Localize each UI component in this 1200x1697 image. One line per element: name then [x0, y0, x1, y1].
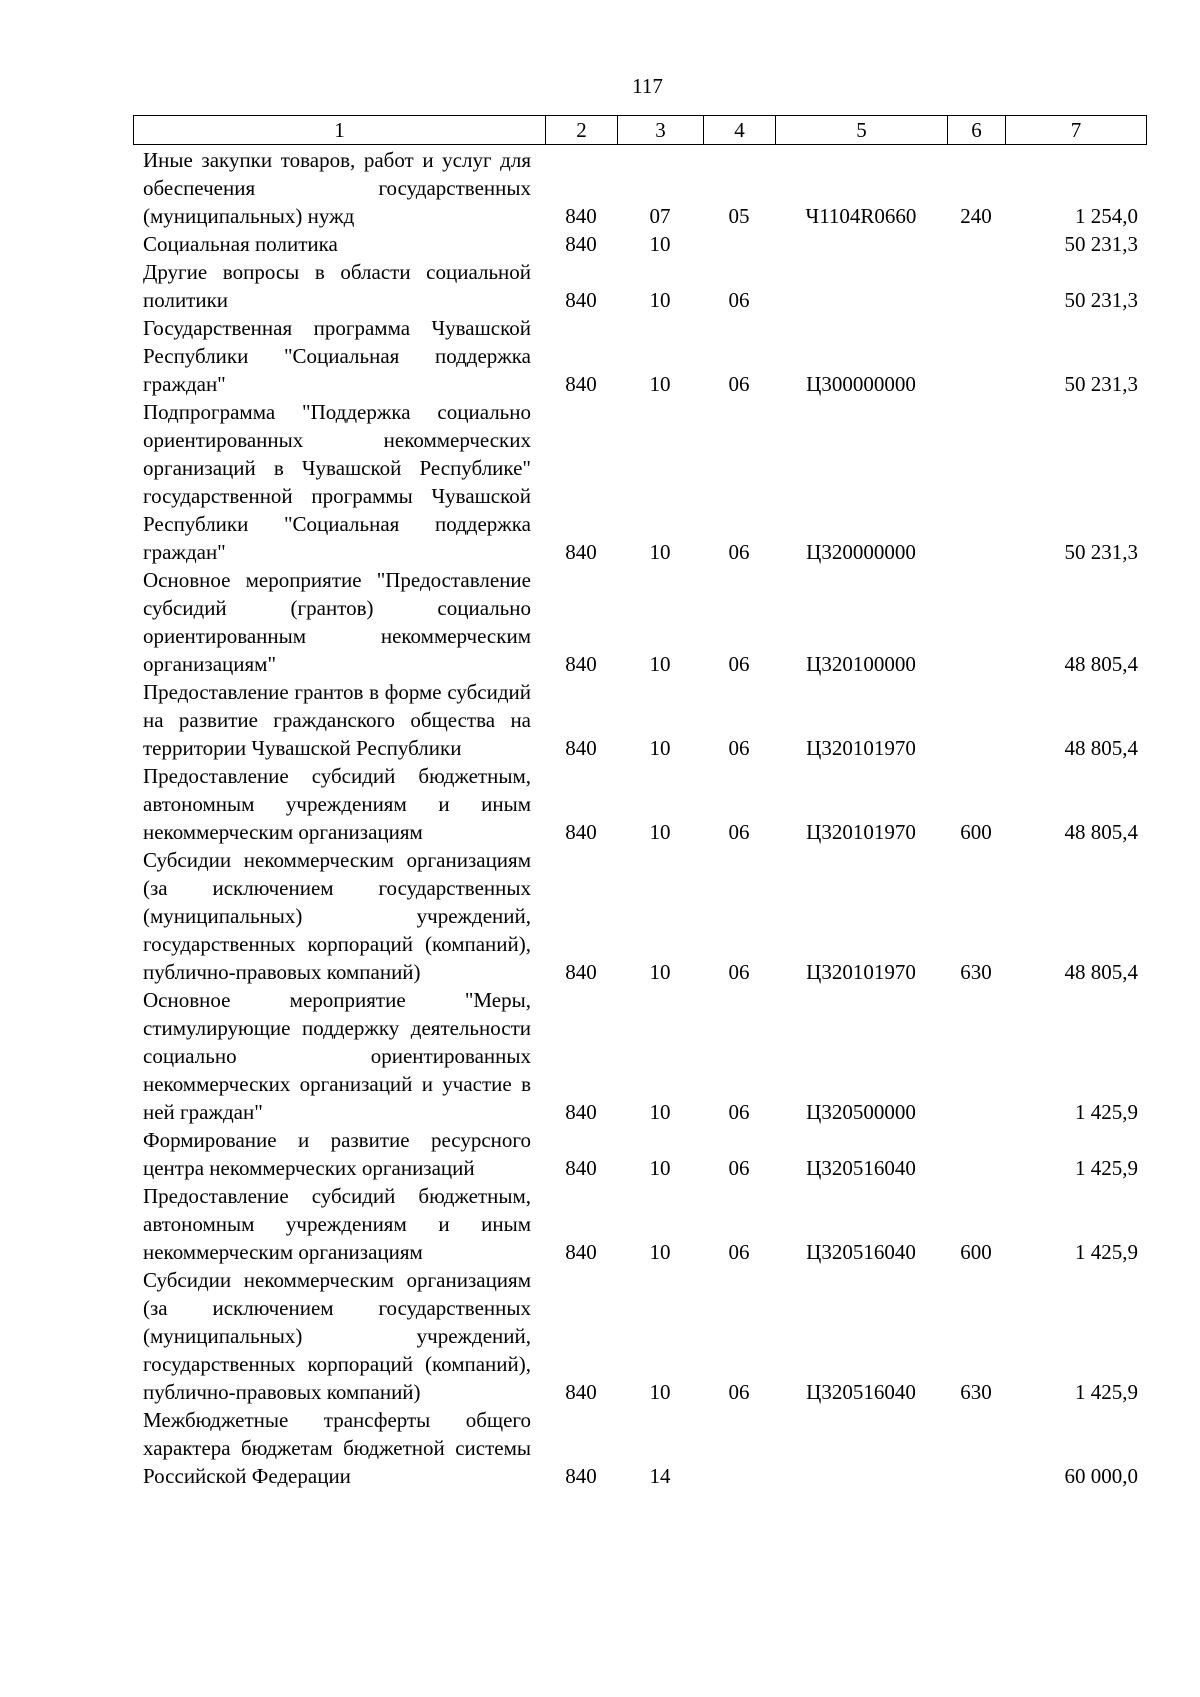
row-code-expense-type	[947, 566, 1005, 678]
row-description: Субсидии некоммерческим организациям (за исключением государственных (муниципальных) учреждений, государственных корпораций (компаний), публично-правовых компаний)	[143, 1268, 531, 1404]
table-row	[133, 678, 1146, 762]
row-code-section: 10	[649, 1100, 671, 1124]
row-description: Государственная программа Чувашской Республики "Социальная поддержка граждан"	[143, 316, 531, 396]
row-code-target: Ц320500000	[806, 1100, 916, 1124]
row-amount: 1 425,9	[1075, 1380, 1138, 1404]
row-description: Формирование и развитие ресурсного центра некоммерческих организаций	[143, 1128, 531, 1180]
row-code-section: 10	[649, 736, 671, 760]
table-row	[133, 258, 1146, 314]
row-code-section: 14	[649, 1464, 671, 1488]
row-amount: 1 425,9	[1075, 1240, 1138, 1264]
row-code-subsection: 06	[728, 1156, 750, 1180]
row-code-expense-type: 600	[960, 1240, 992, 1264]
row-code-target: Ц320100000	[806, 652, 916, 676]
table-body	[133, 146, 1146, 1490]
row-code-expense-type: 630	[960, 960, 992, 984]
row-code-subsection: 06	[728, 372, 750, 396]
row-code-subsection: 06	[728, 736, 750, 760]
row-code-section: 10	[649, 540, 671, 564]
table-row	[133, 1266, 1146, 1406]
row-code-section: 10	[649, 232, 671, 256]
row-code-subsection: 06	[728, 960, 750, 984]
row-code-ministry: 840	[565, 1156, 597, 1180]
row-description: Социальная политика	[143, 232, 338, 256]
row-code-ministry: 840	[565, 820, 597, 844]
row-amount: 50 231,3	[1064, 288, 1138, 312]
row-code-ministry: 840	[565, 960, 597, 984]
row-code-target	[775, 258, 947, 314]
row-code-expense-type	[947, 1406, 1005, 1490]
row-code-subsection	[703, 1406, 775, 1490]
row-amount: 48 805,4	[1064, 736, 1138, 760]
row-amount: 48 805,4	[1064, 820, 1138, 844]
row-description: Другие вопросы в области социальной политики	[143, 260, 531, 312]
table-row	[133, 146, 1146, 230]
table-row	[133, 846, 1146, 986]
row-amount: 50 231,3	[1064, 232, 1138, 256]
header-col-4: 4	[704, 116, 776, 145]
header-row	[134, 116, 1147, 145]
row-amount: 48 805,4	[1064, 652, 1138, 676]
row-code-target: Ц320101970	[806, 820, 916, 844]
table-row	[133, 566, 1146, 678]
row-code-section: 10	[649, 1156, 671, 1180]
row-description: Межбюджетные трансферты общего характера бюджетам бюджетной системы Российской Федерации	[143, 1408, 531, 1488]
table-row	[133, 1406, 1146, 1490]
row-code-ministry: 840	[565, 540, 597, 564]
row-code-subsection: 06	[728, 1380, 750, 1404]
row-description: Основное мероприятие "Предоставление субсидий (грантов) социально ориентированным некоммерческим организациям"	[143, 568, 531, 676]
row-code-ministry: 840	[565, 1380, 597, 1404]
row-amount: 1 425,9	[1075, 1100, 1138, 1124]
row-amount: 60 000,0	[1064, 1464, 1138, 1488]
table-row	[133, 1126, 1146, 1182]
row-description: Основное мероприятие "Меры, стимулирующие поддержку деятельности социально ориентированных некоммерческих организаций и участие в ней граждан"	[143, 988, 531, 1124]
row-description: Иные закупки товаров, работ и услуг для обеспечения государственных (муниципальных) нужд	[143, 148, 531, 228]
row-description: Предоставление субсидий бюджетным, автономным учреждениям и иным некоммерческим организациям	[143, 764, 531, 844]
row-code-target: Ц320101970	[806, 960, 916, 984]
row-code-section: 10	[649, 820, 671, 844]
row-code-subsection: 06	[728, 652, 750, 676]
row-code-section: 10	[649, 960, 671, 984]
header-col-7: 7	[1006, 116, 1147, 145]
row-code-subsection: 06	[728, 820, 750, 844]
row-description: Предоставление субсидий бюджетным, автономным учреждениям и иным некоммерческим организациям	[143, 1184, 531, 1264]
row-code-ministry: 840	[565, 288, 597, 312]
row-code-target: Ц320516040	[806, 1240, 916, 1264]
row-code-subsection	[703, 230, 775, 258]
row-code-expense-type	[947, 314, 1005, 398]
row-code-ministry: 840	[565, 204, 597, 228]
row-code-subsection: 06	[728, 540, 750, 564]
row-amount: 48 805,4	[1064, 960, 1138, 984]
row-code-expense-type	[947, 398, 1005, 566]
row-code-target: Ц320516040	[806, 1156, 916, 1180]
header-col-3: 3	[618, 116, 704, 145]
row-code-section: 10	[649, 288, 671, 312]
table-row	[133, 314, 1146, 398]
header-col-5: 5	[776, 116, 948, 145]
row-code-expense-type	[947, 986, 1005, 1126]
row-code-target: Ч1104R0660	[805, 204, 917, 228]
row-description: Субсидии некоммерческим организациям (за исключением государственных (муниципальных) учреждений, государственных корпораций (компаний), публично-правовых компаний)	[143, 848, 531, 984]
row-code-subsection: 06	[728, 288, 750, 312]
row-code-expense-type: 630	[960, 1380, 992, 1404]
budget-table	[133, 146, 1146, 1490]
row-code-expense-type	[947, 1126, 1005, 1182]
header-col-2: 2	[546, 116, 618, 145]
row-code-target: Ц320000000	[806, 540, 916, 564]
row-code-subsection: 06	[728, 1240, 750, 1264]
row-description: Предоставление грантов в форме субсидий на развитие гражданского общества на территории Чувашской Республики	[143, 680, 531, 760]
row-code-ministry: 840	[565, 652, 597, 676]
row-code-ministry: 840	[565, 372, 597, 396]
row-code-subsection: 05	[728, 204, 750, 228]
row-code-section: 10	[649, 372, 671, 396]
row-amount: 50 231,3	[1064, 372, 1138, 396]
row-code-ministry: 840	[565, 1464, 597, 1488]
row-code-target: Ц320516040	[806, 1380, 916, 1404]
row-code-target: Ц300000000	[806, 372, 916, 396]
row-code-ministry: 840	[565, 232, 597, 256]
row-amount: 1 254,0	[1075, 204, 1138, 228]
row-code-expense-type	[947, 678, 1005, 762]
table-row	[133, 762, 1146, 846]
row-code-section: 10	[649, 1240, 671, 1264]
table-row	[133, 230, 1146, 258]
table-header	[133, 115, 1147, 145]
row-code-expense-type	[947, 230, 1005, 258]
row-description: Подпрограмма "Поддержка социально ориентированных некоммерческих организаций в Чувашской Республике" государственной программы Чувашской Республики "Социальная поддержка граждан"	[143, 400, 531, 564]
row-code-target: Ц320101970	[806, 736, 916, 760]
row-code-expense-type: 240	[960, 204, 992, 228]
row-amount: 50 231,3	[1064, 540, 1138, 564]
table-row	[133, 986, 1146, 1126]
row-code-ministry: 840	[565, 1240, 597, 1264]
header-col-6: 6	[948, 116, 1006, 145]
table-row	[133, 1182, 1146, 1266]
row-amount: 1 425,9	[1075, 1156, 1138, 1180]
row-code-expense-type	[947, 258, 1005, 314]
header-col-1: 1	[134, 116, 546, 145]
table-row	[133, 398, 1146, 566]
row-code-ministry: 840	[565, 1100, 597, 1124]
row-code-target	[775, 230, 947, 258]
row-code-target	[775, 1406, 947, 1490]
page-number: 117	[632, 74, 663, 98]
row-code-section: 07	[649, 204, 671, 228]
row-code-section: 10	[649, 1380, 671, 1404]
row-code-expense-type: 600	[960, 820, 992, 844]
row-code-subsection: 06	[728, 1100, 750, 1124]
row-code-ministry: 840	[565, 736, 597, 760]
row-code-section: 10	[649, 652, 671, 676]
